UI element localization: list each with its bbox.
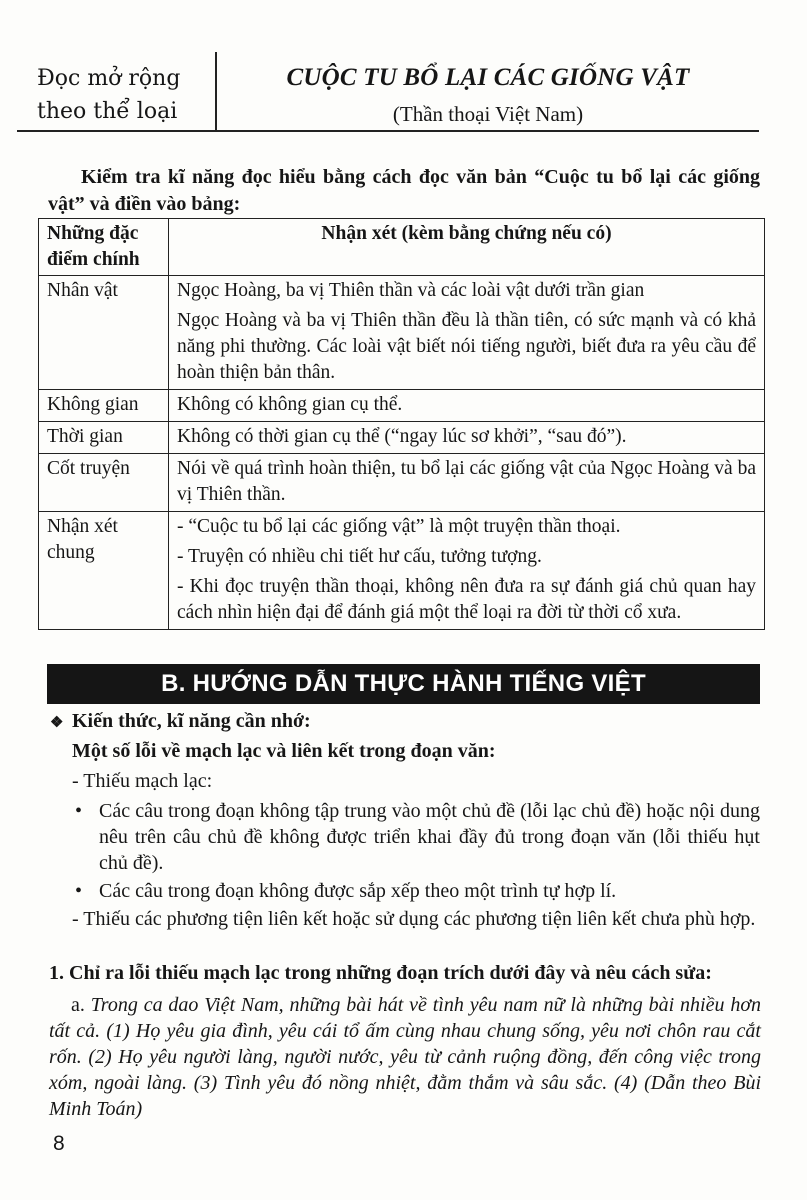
- row-line: Ngọc Hoàng và ba vị Thiên thần đều là thần tiên, có sức mạnh và có khả năng phi thường. Các loài vật biết nói tiếng người, biết đưa ra yêu cầu để hoàn thiện bản thân.: [177, 310, 756, 383]
- row-line: - Truyện có nhiều chi tiết hư cấu, tưởng tượng.: [177, 546, 542, 567]
- row-label: Thời gian: [39, 422, 169, 454]
- diamond-bullet-icon: ❖: [50, 715, 64, 731]
- lack-coherence-label: - Thiếu mạch lạc:: [72, 770, 213, 792]
- table-row: [39, 454, 765, 512]
- row-label: Nhân vật: [39, 276, 169, 390]
- row-line: Nói về quá trình hoàn thiện, tu bổ lại các giống vật của Ngọc Hoàng và ba vị Thiên thần.: [177, 458, 756, 505]
- row-line: - “Cuộc tu bổ lại các giống vật” là một truyện thần thoại.: [177, 516, 621, 537]
- row-line: Không có không gian cụ thể.: [177, 394, 403, 415]
- row-content: [169, 276, 765, 390]
- row-label: Không gian: [39, 390, 169, 422]
- row-content: [169, 390, 765, 422]
- knowledge-heading-text: Kiến thức, kĩ năng cần nhớ:: [72, 710, 311, 732]
- table-row: [39, 390, 765, 422]
- page-subtitle: (Thần thoại Việt Nam): [392, 102, 584, 126]
- table-header-row: [39, 219, 765, 276]
- row-content: [169, 512, 765, 630]
- bullet-text: Các câu trong đoạn không tập trung vào một chủ đề (lỗi lạc chủ đề) hoặc nội dung nêu trên câu chủ đề không được triển khai đầy đủ trong đoạn văn (lỗi thiếu hụt chủ đề).: [99, 800, 760, 874]
- page-title: CUỘC TU BỔ LẠI CÁC GIỐNG VẬT: [286, 64, 690, 91]
- table-row: [39, 512, 765, 630]
- knowledge-heading: [50, 708, 311, 736]
- header-rule: [17, 130, 759, 132]
- row-label: Nhận xét chung: [39, 512, 169, 630]
- table-row: [39, 276, 765, 390]
- row-line: - Khi đọc truyện thần thoại, không nên đưa ra sự đánh giá chủ quan hay cách nhìn hiện đại để đánh giá một thể loại ra đời từ thời cổ xưa.: [177, 576, 756, 623]
- row-line: Ngọc Hoàng, ba vị Thiên thần và các loài vật dưới trần gian: [177, 280, 645, 301]
- row-label: Cốt truyện: [39, 454, 169, 512]
- bullet-dot-icon: •: [75, 880, 83, 902]
- intro-instruction: Kiểm tra kĩ năng đọc hiểu bằng cách đọc văn bản “Cuộc tu bổ lại các giống vật” và điền vào bảng:: [48, 166, 760, 215]
- subheading: Một số lỗi về mạch lạc và liên kết trong đoạn văn:: [72, 740, 496, 762]
- exercise-1a: [49, 992, 761, 1122]
- row-line: Không có thời gian cụ thể (“ngay lúc sơ khởi”, “sau đó”).: [177, 426, 627, 447]
- bullet-item: [75, 878, 760, 904]
- bullet-text: Các câu trong đoạn không được sắp xếp theo một trình tự hợp lí.: [99, 880, 617, 902]
- table-header-comments: Nhận xét (kèm bằng chứng nếu có): [169, 219, 765, 276]
- exercise-1a-label: a.: [71, 994, 85, 1016]
- bullet-item: [75, 798, 760, 876]
- section-label-line2: theo thể loại: [37, 99, 178, 124]
- exercise-1-question: 1. Chỉ ra lỗi thiếu mạch lạc trong những đoạn trích dưới đây và nêu cách sửa:: [49, 962, 712, 984]
- header-divider: [215, 52, 217, 131]
- section-label-line1: Đọc mở rộng: [37, 66, 181, 91]
- section-b-heading: B. HƯỚNG DẪN THỰC HÀNH TIẾNG VIỆT: [47, 664, 760, 704]
- lack-linking-text: - Thiếu các phương tiện liên kết hoặc sử dụng các phương tiện liên kết chưa phù hợp.: [72, 908, 756, 930]
- section-label: [37, 62, 207, 128]
- bullet-dot-icon: •: [75, 800, 83, 822]
- analysis-table: [38, 218, 765, 630]
- row-content: [169, 422, 765, 454]
- row-content: [169, 454, 765, 512]
- exercise-1a-text: Trong ca dao Việt Nam, những bài hát về tình yêu nam nữ là những bài nhiều hơn tất cả. (1) Họ yêu gia đình, yêu cái tổ ấm cùng nhau chung sống, yêu nơi chôn rau cắt rốn. (2) Họ yêu người làng, người nước, yêu từ cảnh ruộng đồng, đến công việc trong xóm, ngoài làng. (3) Tình yêu đó nồng nhiệt, đằm thắm và sâu sắc. (4) (Dẫn theo Bùi Minh Toán): [49, 994, 762, 1120]
- table-row: [39, 422, 765, 454]
- table-header-features: Những đặc điểm chính: [39, 219, 169, 276]
- page-number: 8: [53, 1132, 65, 1155]
